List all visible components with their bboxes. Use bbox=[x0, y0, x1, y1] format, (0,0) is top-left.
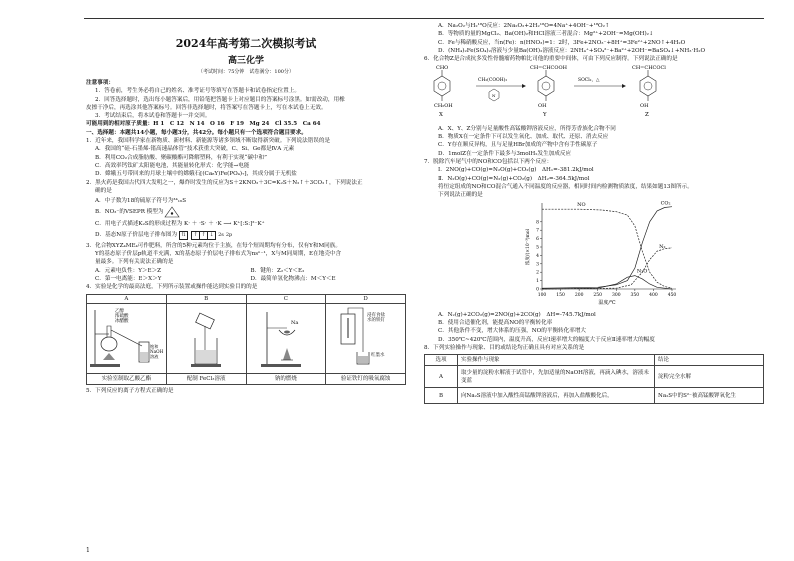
mol-label-z: Z bbox=[645, 112, 649, 119]
x-tick-label: 150 bbox=[556, 293, 565, 299]
q6-stem: 6．化合物Z是合成抗多发性骨髓瘤药物帕比司他的重要中间体，可由下列反应制得。下列说法正确的是 bbox=[424, 56, 678, 63]
section-title: 一、选择题：本题共14小题，每小题3分，共42分。每小题只有一个选项符合题目要求。 bbox=[86, 129, 307, 136]
y-tick-label: 7 bbox=[536, 229, 539, 235]
q4-apparatus-d bbox=[326, 303, 406, 373]
note-item: 2．回答选择题时，选出每小题答案后，用铅笔把答题卡上对应题目的答案标号涂黑。如需改动，用橡 bbox=[95, 96, 345, 103]
q2-option-b: B．NO₃⁻的VSEPR 模型为 bbox=[95, 209, 164, 216]
q8-row-a-operation: 取少量的淀粉水解液于试管中，先加适量的NaOH溶液，再滴入碘水，溶液未变蓝 bbox=[458, 366, 655, 388]
note-item: 1．答卷前，考生务必将自己的姓名、准考证号等填写在答题卡和试卷指定位置上。 bbox=[95, 88, 300, 95]
q2-option-c: C．用电子式描述K₂S的形成过程为 K· ＋ ·S· ＋ ·K ⟶ K⁺[:S:]²⁻K⁺ bbox=[95, 221, 265, 228]
q1-option-d: D．嫦娥五号带回来的月球土壤中的嫦娥石[(Ca₈Y)Fe(PO₄)₇]，其成分属于无机盐 bbox=[95, 171, 297, 178]
q8-row-a-conclusion: 淀粉完全水解 bbox=[655, 366, 764, 388]
q7-concentration-chart bbox=[424, 199, 764, 307]
q7-description: 将恒定组成的NO和CO混合气通入不同温度的反应器，相同时间内检测物质浓度，结果如题13图所示。 bbox=[438, 183, 693, 190]
orbital-box-2p: ↑ bbox=[191, 231, 200, 240]
label-salt-water: 浸有食盐 bbox=[366, 312, 385, 318]
q6-option-c: C．Y存在顺反异构，且与足量HBr加成的产物中含有手性碳原子 bbox=[438, 142, 598, 149]
header-rule bbox=[84, 18, 764, 19]
q4-caption-d: 验证铁钉的吸氧腐蚀 bbox=[326, 374, 406, 385]
chart-x-label: 温度/℃ bbox=[598, 300, 616, 307]
exam-subject: 高三化学 bbox=[227, 56, 264, 66]
label-ethanol: 乙醇 bbox=[115, 308, 125, 314]
label-conc-h2so4: 浓硫酸 bbox=[115, 313, 129, 319]
q8-row-b-operation: 向Na₂S溶液中加入酸性高锰酸钾溶液后，再加入盐酸酸化后， bbox=[458, 388, 655, 404]
q3-option-c: C．第一电离能：E＞X＞Y bbox=[95, 275, 162, 282]
q4-caption-b: 配制 FeCl₃溶液 bbox=[166, 374, 246, 385]
q1-option-b: B．利用CO₂合成脂肪酸、聚碳酸酯可降解塑料，有利于实现“碳中和” bbox=[95, 154, 267, 161]
q3-option-d: D．最简单氢化物沸点：M＜Y＜E bbox=[250, 275, 336, 282]
atomic-masses: 可能用到的相对原子质量：H 1 C 12 N 14 O 16 F 19 Mg 24 Cl 35.5 Ca 64 bbox=[86, 121, 321, 128]
q2-option-a: A．中子数为18的硫原子符号为³⁴₁₆S bbox=[95, 198, 187, 205]
q4-caption-a: 实验室制取乙酸乙酯 bbox=[87, 374, 167, 385]
label-iron-nail: 水的铁钉 bbox=[366, 317, 385, 323]
q6-reaction-scheme bbox=[424, 63, 764, 121]
right-column bbox=[424, 22, 764, 404]
x-tick-label: 450 bbox=[667, 293, 677, 299]
mol-label-x: X bbox=[439, 112, 443, 119]
q8-header-operation: 实验操作与现象 bbox=[458, 355, 655, 366]
q4-header-c: C bbox=[246, 294, 326, 303]
q3-option-a: A．元素电负性：Y＞E＞Z bbox=[95, 267, 162, 274]
orbital-box-2s: ⇅ bbox=[179, 231, 188, 240]
vsepr-triangle-icon bbox=[163, 206, 181, 218]
label-saturated: 饱和 bbox=[150, 343, 159, 349]
q7-option-d: D．350℃~420℃范围内，温度升高，反应Ⅰ速率增大的幅度大于反应Ⅱ速率增大的幅度 bbox=[438, 336, 655, 343]
q7-reaction-2: Ⅱ．N₂O(g)+CO(g)=N₂(g)+CO₂(g) ΔH₂=-364.5kJ/mol bbox=[438, 175, 590, 182]
z-oh-group: OH bbox=[640, 103, 649, 110]
q3-option-b: B．键角：Z₂＜Y＜E₂ bbox=[250, 267, 305, 274]
y-tick-label: 6 bbox=[536, 237, 539, 243]
q4-apparatus-c bbox=[246, 303, 326, 373]
q2-option-d-row bbox=[86, 230, 406, 241]
exam-title: 2024年高考第二次模拟考试 bbox=[175, 37, 317, 50]
q4-apparatus-a bbox=[87, 303, 167, 373]
note-item: 皮擦干净后，再选涂其他答案标号。回答非选择题时，将答案写在答题卡上，写在本试卷上无效。 bbox=[86, 104, 327, 111]
q4-stem: 4．实验是化学的最高法庭，下列所示装置或操作能达到实验目的的是 bbox=[86, 284, 258, 291]
y-tick-label: 5 bbox=[536, 245, 539, 251]
q8-row-b-option: B bbox=[425, 388, 458, 404]
q4-header-a: A bbox=[87, 294, 167, 303]
orbital-label-2p: 2p bbox=[225, 232, 233, 239]
label-na: Na bbox=[290, 319, 299, 326]
q1-option-c: C．高效率钙钛矿太阳能电池，其能量转化形式：化学能→电能 bbox=[95, 162, 250, 169]
label-solution: 溶液 bbox=[150, 353, 159, 359]
q6-option-d: D．1molZ在一定条件下最多与3molH₂发生加成反应 bbox=[438, 150, 572, 157]
x-tick-label: 100 bbox=[537, 293, 547, 299]
x-ch2oh-group: CH₂OH bbox=[434, 103, 453, 110]
q2-option-b-row bbox=[86, 206, 406, 218]
q4-header-b: B bbox=[166, 294, 246, 303]
reagent-socl2: SOCl₂，△ bbox=[578, 78, 600, 84]
chart-y-label: 浓度/(×10⁻³)mol bbox=[526, 229, 531, 266]
chart-series bbox=[542, 201, 672, 289]
q2-option-d: D．基态N原子价层电子排布图为 bbox=[95, 232, 178, 239]
chart-axes bbox=[536, 200, 677, 299]
q5-option-b: B．等物质的量的MgCl₂、Ba(OH)₂和HCl溶液三者混合：Mg²⁺+2OH⁻=Mg(OH)₂↓ bbox=[438, 31, 654, 38]
q3-stem-cont: 量最多。下列有关说法正确的是 bbox=[95, 259, 174, 266]
q4-apparatus-table bbox=[86, 294, 406, 386]
label-red-ink: 红墨水 bbox=[370, 352, 385, 358]
q1-stem: 1．近年来，我国科学家在新物质、新材料、新能源等诸多领域不断取得新突破。下列说法错误的是 bbox=[86, 138, 331, 145]
q8-table bbox=[424, 354, 764, 404]
q5-stem: 5．下列反应的离子方程式正确的是 bbox=[86, 388, 174, 395]
q2-stem-cont: 确的是 bbox=[95, 187, 112, 194]
fecl3-setup-image bbox=[167, 304, 245, 370]
left-column bbox=[86, 22, 406, 395]
q5-option-d: D．(NH₄)₂Fe(SO₄)₂溶液与少量Ba(OH)₂溶液反应：2NH₄⁺+SO₄²⁻+Ba²⁺+2OH⁻=BaSO₄↓+NH₃·H₂O bbox=[438, 47, 706, 54]
mol-label-y: Y bbox=[543, 112, 547, 119]
orbital-box-2p: ↑ bbox=[200, 231, 208, 240]
q6-option-b: B．物质X在一定条件下可以发生氧化、加成、取代、还原、消去反应 bbox=[438, 134, 609, 141]
orbital-box-2p: ↓ bbox=[208, 231, 216, 240]
x-cho-group: CHO bbox=[436, 65, 449, 72]
x-tick-label: 400 bbox=[649, 293, 658, 299]
notes-title: 注意事项： bbox=[86, 80, 114, 86]
q4-apparatus-b bbox=[166, 303, 246, 373]
q8-stem: 8．下列实验操作与现象、目的或结论均正确且具有对应关系的是 bbox=[424, 344, 585, 351]
orbital-label-2s: 2s bbox=[218, 232, 224, 239]
orbital-diagram bbox=[179, 231, 232, 240]
page-number: 1 bbox=[86, 547, 90, 554]
ester-setup-image bbox=[87, 304, 165, 370]
q5-option-a: A．Na₂O₂与H₂¹⁸O反应：2Na₂O₂+2H₂¹⁸O=4Na⁺+4OH⁻+¹⁸O₂↑ bbox=[438, 23, 610, 29]
pyridine-n-label: N bbox=[492, 93, 496, 99]
q3-stem-cont: Y的基态原子价层p轨道半充满，X的基态原子价层电子排布式为nsⁿ⁻¹，X与M同周期，E在地壳中含 bbox=[95, 251, 342, 258]
exam-meta: （考试时间：75分钟 试卷满分：100分） bbox=[198, 69, 294, 75]
q7-option-c: C．其他条件不变，增大体系的压强，NO的平衡转化率增大 bbox=[438, 328, 587, 335]
y-tick-label: 3 bbox=[536, 262, 539, 268]
series-line-0 bbox=[542, 210, 672, 289]
q3-stem: 3．化合物XYZ₄ME₄可作肥料，所含的5种元素均位于主族，在每个短周期均有分布，仅有Y和M同族。 bbox=[86, 242, 341, 249]
x-tick-label: 350 bbox=[630, 293, 640, 299]
q4-header-d: D bbox=[326, 294, 406, 303]
iron-corrosion-image bbox=[327, 304, 405, 370]
label-naoh: NaOH bbox=[150, 348, 164, 354]
y-oh-group: OH bbox=[538, 103, 547, 110]
q7-reaction-1: Ⅰ．2NO(g)+CO(g)=N₂O(g)+CO₂(g) ΔH₁=-381.2kJ/mol bbox=[438, 167, 594, 174]
q3-options-row bbox=[86, 267, 406, 275]
z-acyl-group: CH=CHCOCl bbox=[632, 65, 666, 72]
q6-option-a: A．X、Y、Z分别与足量酸性高锰酸钾溶液反应，所得芳香族化合物不同 bbox=[438, 125, 616, 132]
y-acid-group: CH=CHCOOH bbox=[530, 65, 567, 72]
q4-caption-c: 钠的燃烧 bbox=[246, 374, 326, 385]
q8-header-option: 选项 bbox=[425, 355, 458, 366]
label-acetic-acid: 冰醋酸 bbox=[115, 318, 129, 324]
q8-row-a-option: A bbox=[425, 366, 458, 388]
q7-option-a: A．N₂(g)+2CO₂(g)=2NO(g)+2CO(g) ΔH=-745.7kJ/mol bbox=[438, 311, 596, 318]
series-label: N₂O bbox=[636, 269, 648, 276]
x-tick-label: 300 bbox=[611, 293, 621, 299]
q7-option-b: B．使用合适催化剂，能提高NO的平衡转化率 bbox=[438, 320, 553, 327]
series-label: CO₂ bbox=[660, 200, 671, 207]
note-item: 3．考试结束后，将本试卷和答题卡一并交回。 bbox=[95, 113, 211, 120]
q2-stem: 2．黑火药是我国古代四大发明之一，爆炸时发生的反应为S＋2KNO₃＋3C=K₂S＋N₂↑＋3CO₂↑，下列说法正 bbox=[86, 179, 363, 186]
series-label: NO bbox=[577, 202, 586, 209]
q5-option-c: C．Fe与稀硝酸反应，当n(Fe)：n(HNO₃)=1：2时，3Fe+2NO₃⁻+8H⁺=3Fe²⁺+2NO↑+4H₂O bbox=[438, 39, 686, 46]
sodium-burning-image bbox=[247, 304, 325, 370]
x-tick-label: 250 bbox=[593, 293, 603, 299]
y-tick-label: 1 bbox=[536, 279, 539, 285]
series-line-1 bbox=[542, 207, 672, 289]
q3-options-row bbox=[86, 275, 406, 283]
y-tick-label: 2 bbox=[536, 271, 539, 277]
q7-stem: 7．脱除汽车尾气中的NO和CO包括以下两个反应： bbox=[424, 158, 553, 165]
q1-option-a: A．我国的“硅-石墨烯-锗高速晶体管”技术获重大突破，C、Si、Ge都是ⅣA 元素 bbox=[95, 146, 295, 153]
reagent-malonic-acid: CH₂(COOH)₂ bbox=[478, 78, 508, 84]
y-tick-label: 4 bbox=[536, 254, 539, 260]
q7-description-cont: 下列说法正确的是 bbox=[438, 192, 483, 199]
y-tick-label: 8 bbox=[536, 220, 539, 226]
x-tick-label: 200 bbox=[574, 293, 584, 299]
series-line-2 bbox=[542, 248, 672, 289]
q8-header-conclusion: 结论 bbox=[655, 355, 764, 366]
q8-row-b-conclusion: Na₂S中的S²⁻被高锰酸钾氧化生 bbox=[655, 388, 764, 404]
series-label: N₂ bbox=[659, 244, 666, 251]
series-line-3 bbox=[542, 276, 672, 289]
y-tick-label: 0 bbox=[536, 287, 539, 293]
